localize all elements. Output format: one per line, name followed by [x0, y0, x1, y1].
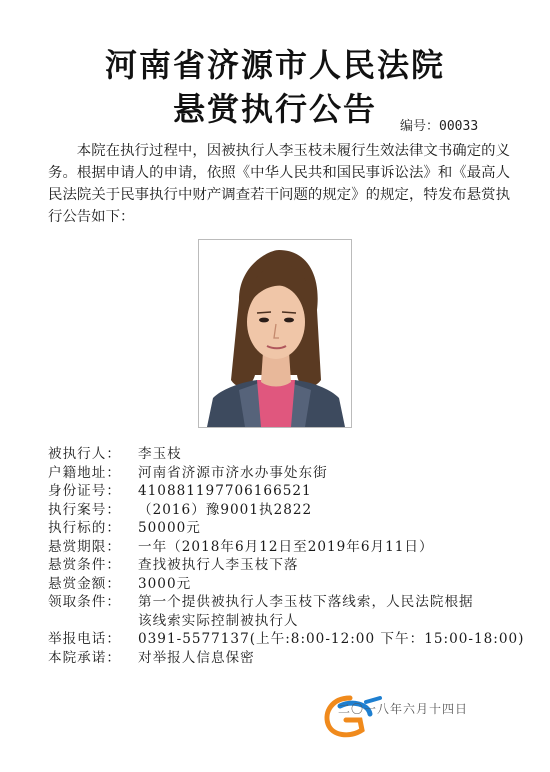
- detail-label: 户籍地址：: [48, 464, 121, 481]
- detail-label: 悬赏期限：: [48, 538, 121, 555]
- detail-row-reward-condition: [48, 556, 518, 575]
- person-photo: [199, 240, 351, 427]
- notice-title: 悬赏执行公告: [172, 90, 377, 128]
- detail-label: 本院承诺：: [48, 649, 121, 666]
- detail-value: 0391-5577137(上午:8:00-12:00 下午：15:00-18:00): [138, 631, 525, 647]
- detail-value: 对举报人信息保密: [138, 649, 255, 666]
- detail-value: 一年（2018年6月12日至2019年6月11日）: [138, 538, 434, 555]
- detail-row-address: [48, 464, 518, 483]
- detail-label: 悬赏金额：: [48, 575, 121, 592]
- detail-value: 第一个提供被执行人李玉枝下落线索，人民法院根据该线索实际控制被执行人: [138, 594, 474, 629]
- detail-label: 身份证号：: [48, 483, 121, 499]
- detail-label: 领取条件：: [48, 594, 121, 610]
- detail-value: 河南省济源市济水办事处东街: [138, 464, 328, 481]
- detail-row-respondent: [48, 445, 518, 464]
- detail-label: 举报电话：: [48, 631, 121, 647]
- detail-value: 410881197706166521: [138, 483, 312, 499]
- detail-value: （2016）豫9001执2822: [138, 501, 313, 518]
- detail-value: 李玉枝: [138, 446, 182, 462]
- person-photo-frame: [198, 239, 352, 428]
- detail-row-reward-amount: [48, 575, 518, 594]
- detail-row-claim-condition: [48, 593, 518, 630]
- detail-value: 查找被执行人李玉枝下落: [138, 557, 299, 573]
- intro-paragraph: 本院在执行过程中，因被执行人李玉枝未履行生效法律文书确定的义务。根据申请人的申请，依照《中华人民共和国民事诉讼法》和《最高人民法院关于民事执行中财产调查若干问题的规定》的规定，特发布悬赏执行公告如下：: [48, 143, 510, 225]
- detail-value: 3000元: [138, 575, 192, 592]
- date-stamp: 二〇一八年六月十四日: [338, 702, 469, 716]
- serial-value: 00033: [439, 119, 479, 134]
- detail-label: 被执行人：: [48, 446, 121, 462]
- detail-row-amount: [48, 519, 518, 538]
- serial-number: [400, 115, 478, 134]
- detail-label: 执行标的：: [48, 520, 121, 536]
- detail-label: 悬赏条件：: [48, 557, 121, 573]
- detail-row-id-number: [48, 482, 518, 501]
- detail-row-commitment: [48, 649, 518, 668]
- case-details: [48, 445, 525, 667]
- detail-row-reward-period: [48, 538, 518, 557]
- detail-label: 执行案号：: [48, 501, 121, 518]
- detail-row-phone: [48, 630, 525, 649]
- detail-row-case-number: [48, 501, 518, 520]
- detail-value: 50000元: [138, 520, 201, 536]
- serial-label: 编号：: [400, 119, 440, 134]
- court-title: 河南省济源市人民法院: [104, 46, 445, 84]
